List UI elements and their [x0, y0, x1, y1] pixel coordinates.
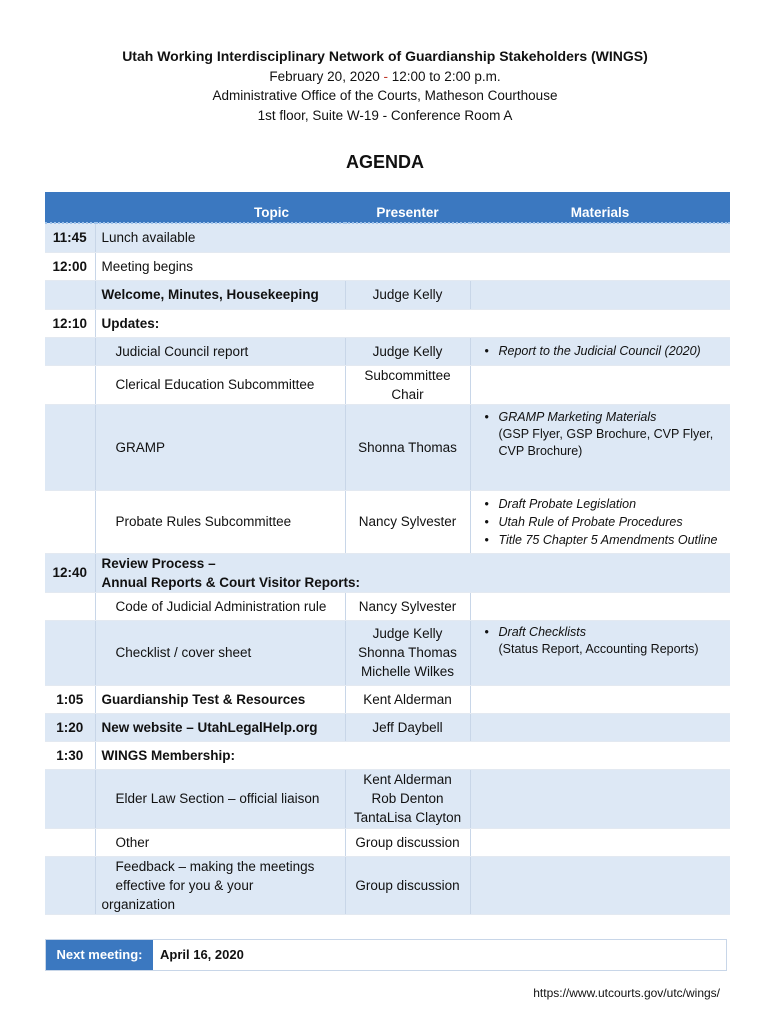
row-presenter [345, 365, 470, 404]
row-presenter: Jeff Daybell [345, 713, 470, 741]
presenter-line: Michelle Wilkes [360, 664, 455, 679]
row-presenter: Shonna Thomas [345, 404, 470, 490]
presenter-line: Judge Kelly [372, 626, 443, 641]
table-row [45, 252, 730, 280]
row-topic [95, 337, 345, 365]
table-row [45, 553, 730, 592]
row-time: 12:40 [45, 553, 95, 592]
table-row [45, 309, 730, 337]
row-time [45, 828, 95, 856]
material-note: (Status Report, Accounting Reports) [498, 641, 699, 656]
row-presenter: Group discussion [345, 856, 470, 914]
material-item [477, 531, 725, 549]
row-topic-text: Code of Judicial Administration rule [115, 598, 327, 614]
material-item [477, 408, 725, 426]
table-row [45, 856, 730, 914]
row-topic [95, 592, 345, 620]
presenter-line: Shonna Thomas [358, 645, 457, 660]
material-item [477, 513, 725, 531]
material-item [477, 495, 725, 513]
table-row [45, 741, 730, 769]
next-meeting-date: April 16, 2020 [160, 947, 244, 962]
row-presenter: Judge Kelly [345, 280, 470, 309]
table-row [45, 828, 730, 856]
row-topic: WINGS Membership: [95, 741, 730, 769]
material-link[interactable]: Draft Probate Legislation [498, 496, 637, 511]
document-title: Utah Working Interdisciplinary Network of Guardianship Stakeholders (WINGS) [122, 48, 648, 64]
row-topic: Lunch available [95, 223, 730, 252]
meeting-date: February 20, 2020 [269, 68, 380, 84]
row-topic-text: Other [115, 834, 150, 850]
document-header [0, 47, 770, 125]
date-dash: - [383, 68, 388, 84]
row-materials [470, 404, 730, 490]
material-link[interactable]: Title 75 Chapter 5 Amendments Outline [498, 532, 718, 547]
row-topic: Updates: [95, 309, 730, 337]
topic-line: Review Process – [101, 555, 216, 571]
row-time: 12:00 [45, 252, 95, 280]
meeting-location: Administrative Office of the Courts, Matheson Courthouse [212, 88, 558, 103]
row-materials [470, 365, 730, 404]
row-materials [470, 620, 730, 685]
topic-line: effective for you & your [115, 877, 254, 893]
header-topic: Topic [95, 192, 345, 223]
row-topic [95, 553, 730, 592]
row-topic-text: Probate Rules Subcommittee [115, 514, 292, 529]
row-materials [470, 856, 730, 914]
row-presenter: Judge Kelly [345, 337, 470, 365]
table-row [45, 365, 730, 404]
table-row [45, 769, 730, 828]
row-topic-text: Judicial Council report [115, 343, 249, 359]
table-row [45, 592, 730, 620]
row-time [45, 365, 95, 404]
row-topic [95, 769, 345, 828]
header-materials: Materials [470, 192, 730, 223]
row-time [45, 337, 95, 365]
agenda-table [45, 192, 730, 915]
table-row [45, 685, 730, 713]
row-materials [470, 713, 730, 741]
row-topic: New website – UtahLegalHelp.org [95, 713, 345, 741]
meeting-datetime [0, 67, 770, 87]
row-topic-text: Clerical Education Subcommittee [115, 377, 315, 392]
row-time: 11:45 [45, 223, 95, 252]
presenter-line: TantaLisa Clayton [353, 810, 462, 825]
row-time [45, 620, 95, 685]
row-presenter: Kent Alderman [345, 685, 470, 713]
row-time [45, 280, 95, 309]
table-header-row [45, 192, 730, 223]
row-materials [470, 828, 730, 856]
row-presenter: Nancy Sylvester [345, 490, 470, 553]
row-topic: Meeting begins [95, 252, 730, 280]
row-time: 12:10 [45, 309, 95, 337]
row-time: 1:05 [45, 685, 95, 713]
table-row [45, 620, 730, 685]
row-topic: Welcome, Minutes, Housekeeping [95, 280, 345, 309]
topic-line: organization [101, 896, 176, 912]
row-topic [95, 828, 345, 856]
presenter-line: Kent Alderman [363, 772, 452, 787]
row-topic [95, 856, 345, 914]
table-row [45, 490, 730, 553]
row-topic [95, 490, 345, 553]
row-time: 1:20 [45, 713, 95, 741]
row-materials [470, 337, 730, 365]
material-link[interactable]: GRAMP Marketing Materials [498, 409, 657, 424]
row-topic [95, 404, 345, 490]
row-materials [470, 592, 730, 620]
row-topic-text: GRAMP [115, 439, 166, 455]
next-meeting-box [45, 939, 727, 971]
table-row [45, 713, 730, 741]
row-presenter: Nancy Sylvester [345, 592, 470, 620]
material-item [477, 342, 725, 360]
row-materials [470, 280, 730, 309]
row-topic-text: Checklist / cover sheet [115, 645, 252, 660]
footer-url[interactable]: https://www.utcourts.gov/utc/wings/ [533, 986, 720, 1000]
topic-line: Annual Reports & Court Visitor Reports: [101, 574, 361, 590]
header-time [45, 192, 95, 223]
row-materials [470, 685, 730, 713]
topic-line: Feedback – making the meetings [115, 858, 315, 874]
row-topic [95, 365, 345, 404]
row-time [45, 592, 95, 620]
material-link[interactable]: Utah Rule of Probate Procedures [498, 514, 683, 529]
row-topic [95, 620, 345, 685]
row-presenter [345, 769, 470, 828]
material-note: CVP Brochure) [498, 443, 583, 458]
presenter-line: Chair [391, 386, 424, 402]
material-link[interactable]: Draft Checklists [498, 624, 587, 639]
row-time [45, 490, 95, 553]
header-presenter: Presenter [345, 192, 470, 223]
table-row [45, 223, 730, 252]
presenter-line: Subcommittee [364, 367, 451, 383]
table-row [45, 337, 730, 365]
row-time [45, 404, 95, 490]
table-row [45, 280, 730, 309]
row-presenter: Group discussion [345, 828, 470, 856]
meeting-time: 12:00 to 2:00 p.m. [391, 68, 501, 84]
agenda-heading: AGENDA [345, 152, 424, 172]
row-materials [470, 769, 730, 828]
row-time [45, 856, 95, 914]
row-time: 1:30 [45, 741, 95, 769]
next-meeting-label: Next meeting: [46, 940, 153, 970]
material-item [477, 623, 725, 641]
material-link[interactable]: Report to the Judicial Council (2020) [498, 344, 701, 358]
row-materials [470, 490, 730, 553]
row-topic-text: Elder Law Section – official liaison [115, 791, 320, 806]
row-time [45, 769, 95, 828]
presenter-line: Rob Denton [371, 791, 444, 806]
meeting-room: 1st floor, Suite W-19 - Conference Room A [257, 107, 513, 123]
material-note: (GSP Flyer, GSP Brochure, CVP Flyer, [498, 426, 714, 441]
table-row [45, 404, 730, 490]
row-topic: Guardianship Test & Resources [95, 685, 345, 713]
row-presenter [345, 620, 470, 685]
